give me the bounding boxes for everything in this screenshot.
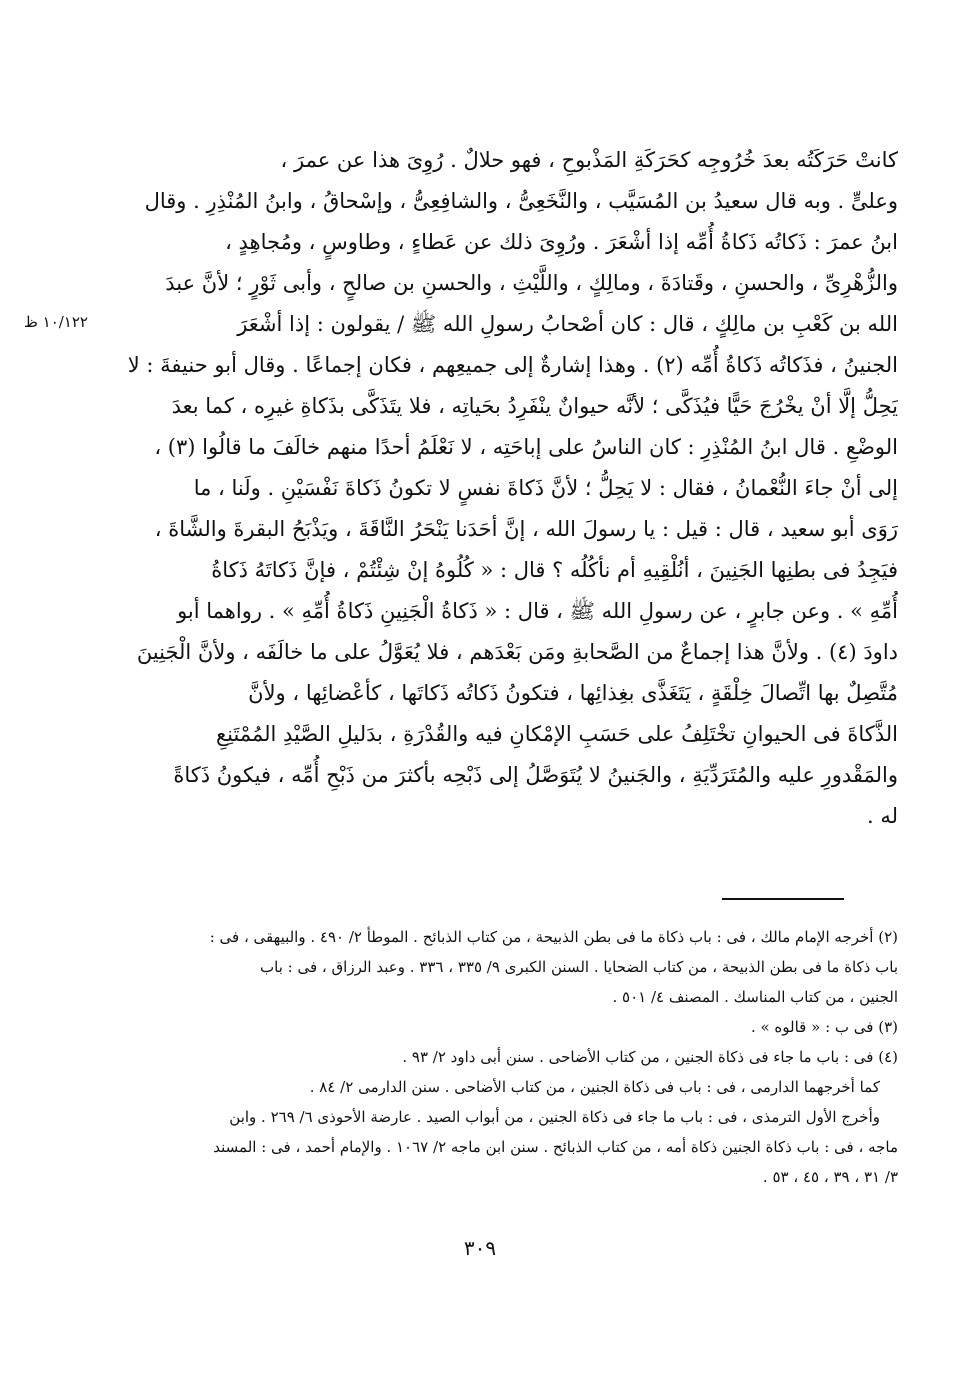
footnote-divider <box>722 898 844 900</box>
manuscript-folio-marker: ١٠/١٢٢ ظ <box>24 313 88 331</box>
footnote-line: وأخرج الأول الترمذى ، فى : باب ما جاء فى ذكاة الجنين ، من أبواب الصيد . عارضة الأحوذى ٦/ ٢٦٩ . وابن <box>229 1108 880 1126</box>
text-line: الجنينُ ، فذَكاتُه ذَكاةُ أُمِّه (٢) . وهذا إشارةٌ إلى جميعِهم ، فكان إجماعًا . وقال أبو حنيفةَ : لا <box>127 353 898 377</box>
main-text <box>120 140 898 837</box>
footnotes <box>170 922 898 1192</box>
text-line: داودَ (٤) . ولأنَّ هذا إجماعٌ من الصَّحابةِ ومَن بَعْدَهم ، فلا يُعَوَّلُ على ما خالَفَه ، ولأنَّ الْجَنِينَ <box>136 640 898 664</box>
footnote-line: الجنين ، من كتاب المناسك . المصنف ٤/ ٥٠١ . <box>612 988 898 1006</box>
footnote-line: كما أخرجهما الدارمى ، فى : باب فى ذكاة الجنين ، من كتاب الأضاحى . سنن الدارمى ٢/ ٨٤ . <box>309 1078 880 1096</box>
footnote-line: (٤) فى : باب ما جاء فى ذكاة الجنين ، من كتاب الأضاحى . سنن أبى داود ٢/ ٩٣ . <box>402 1048 898 1066</box>
page-number: ٣٠٩ <box>463 1236 497 1260</box>
text-line: أُمِّهِ » . وعن جابرٍ ، عن رسولِ الله ﷺ ، قال : « ذَكاةُ الْجَنِينِ ذَكاةُ أُمِّهِ » . رواهما أبو <box>177 599 898 623</box>
text-line: الوضْعِ . قال ابنُ المُنْذِرِ : كان الناسُ على إباحَتِه ، لا نَعْلَمُ أحدًا منهم خالَفَ ما قالُوا (٣) ، <box>154 435 898 459</box>
text-line: إلى أنْ جاءَ النُّعْمانُ ، فقال : لا يَحِلُّ ؛ لأنَّ ذَكاةَ نفسٍ لا تكونُ ذَكاةَ نَفْسَيْنِ . ولَنا ، ما <box>193 476 898 500</box>
footnote-line: (٢) أخرجه الإمام مالك ، فى : باب ذكاة ما فى بطن الذبيحة ، من كتاب الذبائح . الموطأ ٢/ ٤٩٠ . والبيهقى ، فى : <box>209 928 898 946</box>
text-line: والمَقْدورِ عليه والمُتَرَدِّيَةِ ، والجَنينُ لا يُتَوَصَّلُ إلى ذَبْحِه بأكثرَ من ذَبْحِ أُمِّه ، فيكونُ ذَكاةً <box>173 763 898 787</box>
footnote-line: باب ذكاة ما فى بطن الذبيحة ، من كتاب الضحايا . السنن الكبرى ٩/ ٣٣٥ ، ٣٣٦ . وعبد الرزاق ، فى : باب <box>260 958 898 976</box>
text-line: الله بن كَعْبِ بن مالِكٍ ، قال : كان أصْحابُ رسولِ الله ﷺ / يقولون : إذا أشْعَرَ <box>237 312 898 336</box>
footnote-line: (٣) فى ب : « قالوه » . <box>750 1018 898 1036</box>
text-line: وعلىٍّ . وبه قال سعيدُ بن المُسَيَّب ، والنَّخَعِىُّ ، والشافِعِىُّ ، وإسْحاقُ ، وابنُ المُنْذِرِ . وقال <box>144 189 898 213</box>
text-line: مُتَّصِلٌ بها اتِّصالَ خِلْقَةٍ ، يَتَغَذَّى بغِذائِها ، فتكونُ ذَكاتُه ذَكاتَها ، كأعْضائِها ، ولأنَّ <box>248 681 898 705</box>
footnote-line: ماجه ، فى : باب ذكاة الجنين ذكاة أمه ، من كتاب الذبائح . سنن ابن ماجه ٢/ ١٠٦٧ . والإمام أحمد ، فى : المسند <box>213 1138 898 1156</box>
text-line: له . <box>866 804 898 828</box>
footnote-line: ٣/ ٣١ ، ٣٩ ، ٤٥ ، ٥٣ . <box>762 1168 898 1186</box>
text-line: كانتْ حَرَكَتُه بعدَ خُرُوجِه كحَرَكَةِ المَذْبوحِ ، فهو حلالٌ . رُوِىَ هذا عن عمرَ ، <box>280 148 898 172</box>
text-line: فيَجِدُ فى بطنِها الجَنِينَ ، أنُلْقِيهِ أم نأكُلُه ؟ قال : « كُلُوهُ إنْ شِئْتُمْ ، فإنَّ ذَكاتَهُ ذَكاةُ <box>211 558 898 582</box>
text-line: رَوَى أبو سعيد ، قال : قيل : يا رسولَ الله ، إنَّ أحَدَنا يَنْحَرُ النَّاقَةَ ، ويَذْبَحُ البقرةَ والشَّاةَ ، <box>154 517 898 541</box>
text-line: يَحِلُّ إلَّا أنْ يخْرُجَ حَيًّا فيُذَكَّى ؛ لأنَّه حيوانٌ ينْفَرِدُ بحَياتِه ، فلا يتَذَكَّى بذَكاةِ غيرِه ، كما بعدَ <box>171 394 898 418</box>
text-line: والزُّهْرِىِّ ، والحسنِ ، وقَتادَةَ ، ومالِكٍ ، واللَّيْثِ ، والحسنِ بن صالحٍ ، وأبى ثَوْرٍ ؛ لأنَّ عبدَ <box>165 271 898 295</box>
text-line: الذَّكاةَ فى الحيوانِ تخْتَلِفُ على حَسَبِ الإمْكانِ فيه والقُدْرَةِ ، بدَليلِ الصَّيْدِ المُمْتَنِعِ <box>215 722 898 746</box>
text-line: ابنُ عمرَ : ذَكاتُه ذَكاةُ أُمِّه إذا أشْعَرَ . ورُوِىَ ذلك عن عَطاءٍ ، وطاوسٍ ، ومُجاهِدٍ ، <box>225 230 898 254</box>
